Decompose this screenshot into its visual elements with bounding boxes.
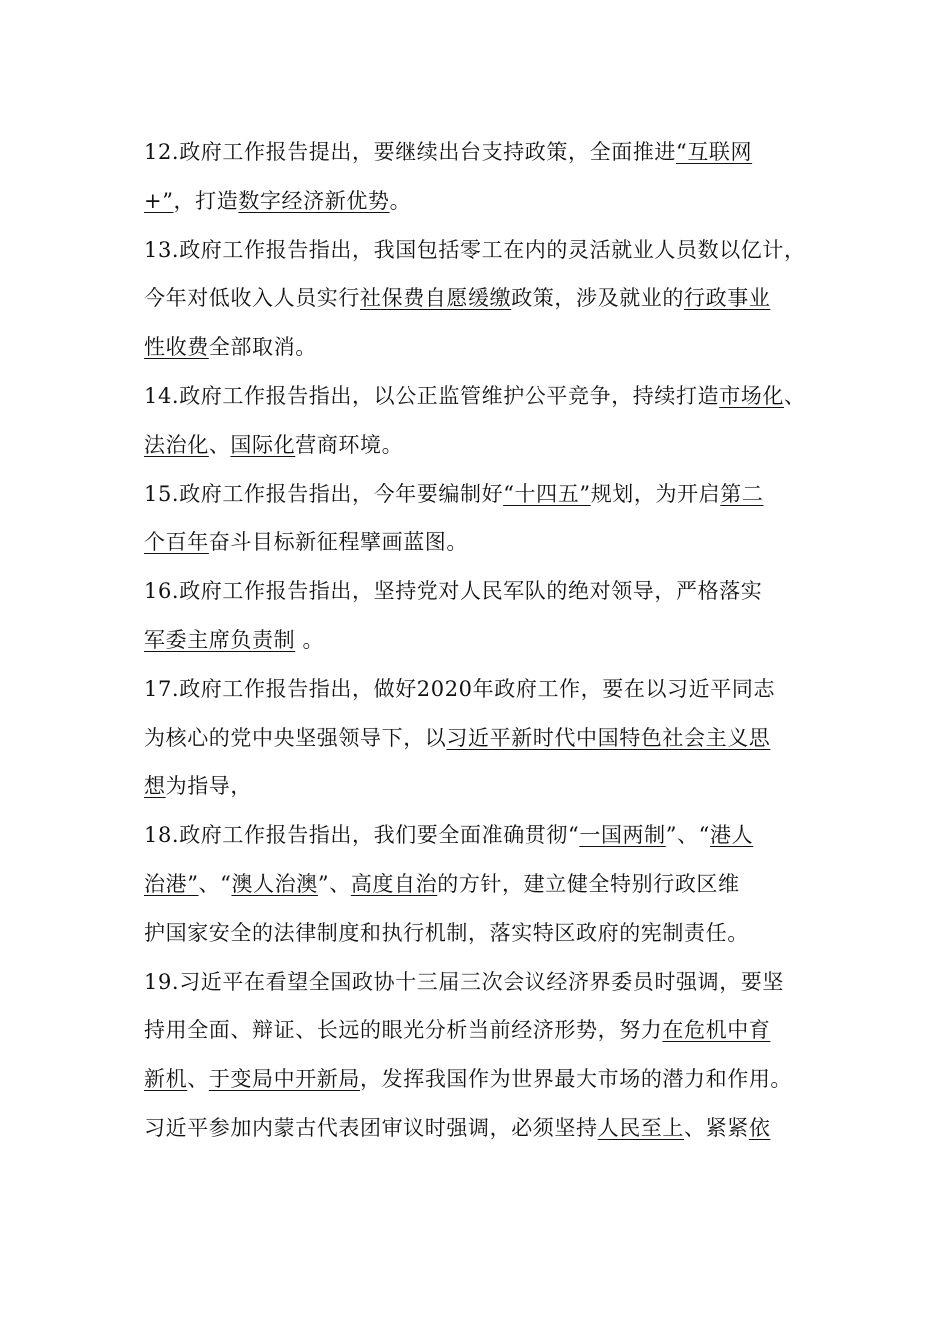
body-text: 、“ xyxy=(198,871,232,896)
text-line xyxy=(144,811,824,860)
body-text: 规划，为开启 xyxy=(590,481,721,506)
answer-underlined-text: 习近平新时代中国特色社会主义思 xyxy=(446,725,771,750)
text-line xyxy=(144,616,824,665)
document-body xyxy=(144,128,824,1153)
answer-underlined-text: 治港” xyxy=(144,871,199,896)
text-line xyxy=(144,860,824,909)
text-line xyxy=(144,1104,824,1153)
text-line xyxy=(144,470,824,519)
answer-underlined-text: 性收费 xyxy=(144,335,209,360)
text-line xyxy=(144,274,824,323)
answer-underlined-text: 在危机中育 xyxy=(662,1018,771,1043)
body-text: 为指导， xyxy=(165,774,253,799)
body-text: 12.政府工作报告提出，要继续出台支持政策，全面推进 xyxy=(144,140,676,164)
text-line xyxy=(144,323,824,372)
answer-underlined-text: 军委主席负责制 xyxy=(144,627,296,652)
answer-underlined-text: 想 xyxy=(144,774,166,799)
answer-underlined-text: 国际化 xyxy=(230,432,296,457)
answer-underlined-text: 一国两制 xyxy=(579,823,666,848)
text-line xyxy=(144,1006,824,1055)
answer-underlined-text: 澳人治澳 xyxy=(231,871,318,896)
answer-underlined-text: 新机 xyxy=(144,1067,188,1092)
answer-underlined-text: +” xyxy=(144,188,174,213)
text-line xyxy=(144,762,824,811)
body-text: 14.政府工作报告指出，以公正监管维护公平竞争，持续打造 xyxy=(144,383,720,408)
body-text: 护国家安全的法律制度和执行机制，落实特区政府的宪制责任。 xyxy=(144,920,749,945)
answer-underlined-text: 于变局中开新局 xyxy=(208,1067,361,1092)
body-text: 、 xyxy=(187,1067,209,1092)
answer-underlined-text: 法治化 xyxy=(144,432,209,457)
body-text: ，发挥我国作为世界最大市场的潜力和作用。 xyxy=(360,1067,793,1092)
body-text: 奋斗目标新征程擘画蓝图。 xyxy=(208,530,469,555)
body-text: 。 xyxy=(389,188,412,213)
answer-underlined-text: 社保费自愿缓缴 xyxy=(360,286,512,311)
body-text: 持用全面、辩证、长远的眼光分析当前经济形势，努力 xyxy=(144,1018,663,1043)
text-line xyxy=(144,372,824,421)
body-text: ，打造 xyxy=(173,188,239,213)
text-line xyxy=(144,1055,824,1104)
answer-underlined-text: 依 xyxy=(748,1115,771,1140)
answer-underlined-text: 个百年 xyxy=(144,530,209,555)
body-text: 的方针，建立健全特别行政区维 xyxy=(437,871,740,896)
body-text: 全部取消。 xyxy=(208,335,317,360)
answer-underlined-text: 市场化 xyxy=(719,383,785,408)
body-text: 、紧紧 xyxy=(684,1115,749,1140)
answer-underlined-text: “十四五” xyxy=(503,481,591,506)
answer-underlined-text: 数字经济新优势 xyxy=(238,188,390,213)
text-line xyxy=(144,226,824,275)
body-text: 为核心的党中央坚强领导下，以 xyxy=(144,725,447,750)
body-text: 政策，涉及就业的 xyxy=(511,286,685,311)
answer-underlined-text: “互联网 xyxy=(676,140,753,164)
body-text: 18.政府工作报告指出，我们要全面准确贯彻“ xyxy=(144,823,580,848)
answer-underlined-text: 行政事业 xyxy=(684,286,771,311)
body-text: 16.政府工作报告指出，坚持党对人民军队的绝对领导，严格落实 xyxy=(144,579,763,604)
body-text: 15.政府工作报告指出，今年要编制好 xyxy=(144,481,504,506)
body-text: 17.政府工作报告指出，做好2020年政府工作，要在以习近平同志 xyxy=(144,676,776,701)
body-text: 、 xyxy=(784,383,806,408)
text-line xyxy=(144,518,824,567)
body-text: 。 xyxy=(295,627,325,652)
body-text: 营商环境。 xyxy=(295,432,404,457)
text-line xyxy=(144,177,824,226)
text-line xyxy=(144,421,824,470)
text-line xyxy=(144,909,824,958)
text-line xyxy=(144,714,824,763)
answer-underlined-text: 人民至上 xyxy=(597,1115,685,1140)
answer-underlined-text: 高度自治 xyxy=(350,871,438,896)
body-text: ”、“ xyxy=(665,823,711,848)
text-line xyxy=(144,128,824,177)
body-text: 今年对低收入人员实行 xyxy=(144,286,360,311)
answer-underlined-text: 港人 xyxy=(710,823,754,848)
body-text: 19.习近平在看望全国政协十三届三次会议经济界委员时强调，要坚 xyxy=(144,969,784,994)
answer-underlined-text: 第二 xyxy=(720,481,764,506)
body-text: ”、 xyxy=(317,871,351,896)
text-line xyxy=(144,665,824,714)
body-text: 13.政府工作报告指出，我国包括零工在内的灵活就业人员数以亿计， xyxy=(144,237,806,262)
text-line xyxy=(144,958,824,1007)
text-line xyxy=(144,567,824,616)
body-text: 习近平参加内蒙古代表团审议时强调，必须坚持 xyxy=(144,1115,598,1140)
body-text: 、 xyxy=(208,432,231,457)
